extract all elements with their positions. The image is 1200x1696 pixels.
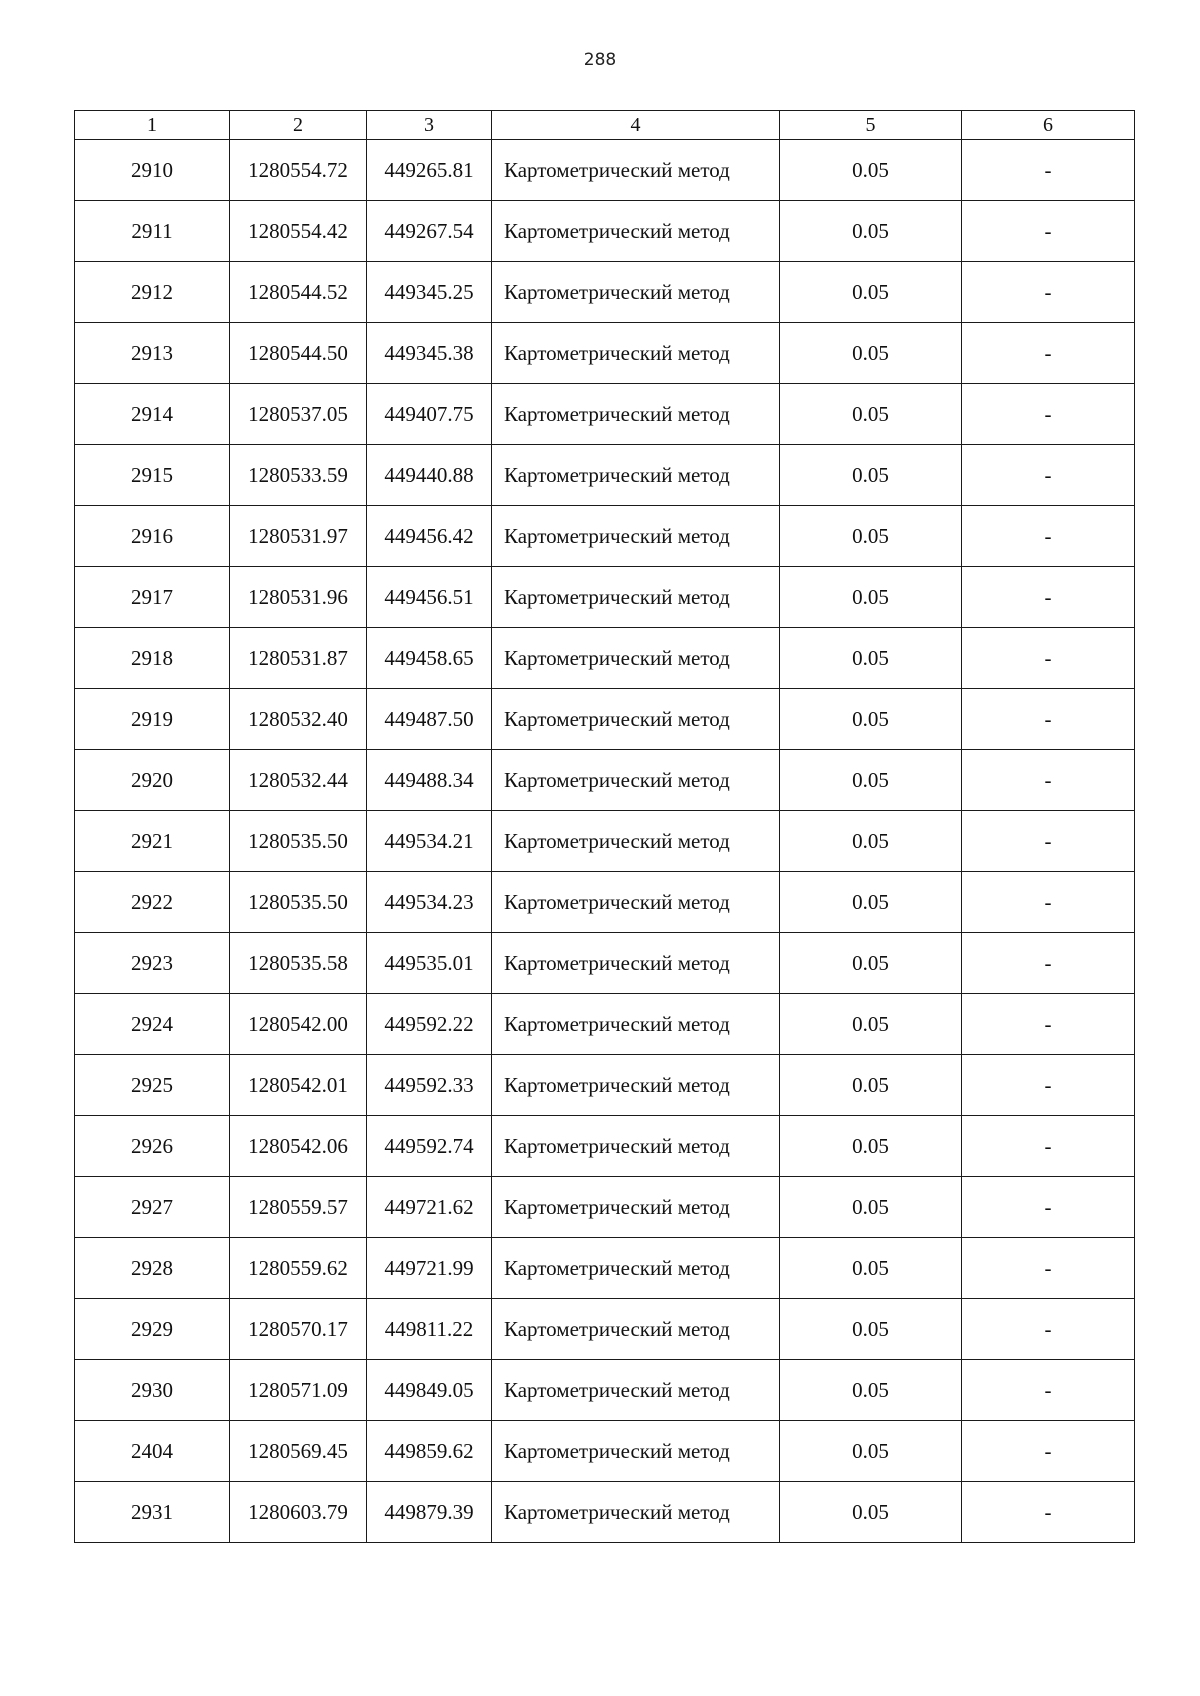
table-row: [75, 1421, 1135, 1482]
point-number-cell: 2925: [75, 1055, 230, 1116]
method-cell: Картометрический метод: [492, 506, 780, 567]
point-number-cell: 2914: [75, 384, 230, 445]
note-cell: -: [962, 628, 1135, 689]
table-row: [75, 262, 1135, 323]
accuracy-cell: 0.05: [780, 1055, 962, 1116]
y-coordinate-cell: 449345.25: [367, 262, 492, 323]
point-number-cell: 2916: [75, 506, 230, 567]
y-coordinate-cell: 449721.62: [367, 1177, 492, 1238]
method-cell: Картометрический метод: [492, 994, 780, 1055]
x-coordinate-cell: 1280571.09: [230, 1360, 367, 1421]
column-header: 6: [962, 111, 1135, 140]
y-coordinate-cell: 449488.34: [367, 750, 492, 811]
table-row: [75, 384, 1135, 445]
method-cell: Картометрический метод: [492, 1482, 780, 1543]
point-number-cell: 2910: [75, 140, 230, 201]
table-row: [75, 445, 1135, 506]
x-coordinate-cell: 1280544.50: [230, 323, 367, 384]
y-coordinate-cell: 449534.23: [367, 872, 492, 933]
note-cell: -: [962, 1360, 1135, 1421]
accuracy-cell: 0.05: [780, 689, 962, 750]
point-number-cell: 2930: [75, 1360, 230, 1421]
point-number-cell: 2920: [75, 750, 230, 811]
point-number-cell: 2924: [75, 994, 230, 1055]
x-coordinate-cell: 1280533.59: [230, 445, 367, 506]
note-cell: -: [962, 140, 1135, 201]
note-cell: -: [962, 1238, 1135, 1299]
y-coordinate-cell: 449592.74: [367, 1116, 492, 1177]
y-coordinate-cell: 449267.54: [367, 201, 492, 262]
x-coordinate-cell: 1280535.50: [230, 872, 367, 933]
accuracy-cell: 0.05: [780, 323, 962, 384]
note-cell: -: [962, 262, 1135, 323]
table-row: [75, 1299, 1135, 1360]
table-row: [75, 1177, 1135, 1238]
accuracy-cell: 0.05: [780, 1360, 962, 1421]
method-cell: Картометрический метод: [492, 567, 780, 628]
y-coordinate-cell: 449456.51: [367, 567, 492, 628]
note-cell: -: [962, 994, 1135, 1055]
accuracy-cell: 0.05: [780, 933, 962, 994]
accuracy-cell: 0.05: [780, 1421, 962, 1482]
point-number-cell: 2922: [75, 872, 230, 933]
y-coordinate-cell: 449592.22: [367, 994, 492, 1055]
accuracy-cell: 0.05: [780, 506, 962, 567]
table-header: [75, 111, 1135, 140]
column-header: 2: [230, 111, 367, 140]
method-cell: Картометрический метод: [492, 872, 780, 933]
x-coordinate-cell: 1280531.87: [230, 628, 367, 689]
table-row: [75, 750, 1135, 811]
point-number-cell: 2404: [75, 1421, 230, 1482]
y-coordinate-cell: 449345.38: [367, 323, 492, 384]
table-row: [75, 1482, 1135, 1543]
note-cell: -: [962, 1055, 1135, 1116]
x-coordinate-cell: 1280542.01: [230, 1055, 367, 1116]
accuracy-cell: 0.05: [780, 994, 962, 1055]
x-coordinate-cell: 1280570.17: [230, 1299, 367, 1360]
method-cell: Картометрический метод: [492, 1238, 780, 1299]
y-coordinate-cell: 449849.05: [367, 1360, 492, 1421]
accuracy-cell: 0.05: [780, 628, 962, 689]
note-cell: -: [962, 1299, 1135, 1360]
note-cell: -: [962, 1482, 1135, 1543]
method-cell: Картометрический метод: [492, 201, 780, 262]
x-coordinate-cell: 1280535.50: [230, 811, 367, 872]
table-row: [75, 689, 1135, 750]
method-cell: Картометрический метод: [492, 384, 780, 445]
accuracy-cell: 0.05: [780, 811, 962, 872]
x-coordinate-cell: 1280554.72: [230, 140, 367, 201]
method-cell: Картометрический метод: [492, 750, 780, 811]
point-number-cell: 2931: [75, 1482, 230, 1543]
column-header: 1: [75, 111, 230, 140]
x-coordinate-cell: 1280542.00: [230, 994, 367, 1055]
note-cell: -: [962, 506, 1135, 567]
coordinates-table: [74, 110, 1135, 1543]
point-number-cell: 2915: [75, 445, 230, 506]
point-number-cell: 2919: [75, 689, 230, 750]
table-row: [75, 628, 1135, 689]
accuracy-cell: 0.05: [780, 1177, 962, 1238]
method-cell: Картометрический метод: [492, 262, 780, 323]
accuracy-cell: 0.05: [780, 201, 962, 262]
point-number-cell: 2927: [75, 1177, 230, 1238]
method-cell: Картометрический метод: [492, 811, 780, 872]
header-row: [75, 111, 1135, 140]
y-coordinate-cell: 449456.42: [367, 506, 492, 567]
x-coordinate-cell: 1280537.05: [230, 384, 367, 445]
note-cell: -: [962, 689, 1135, 750]
note-cell: -: [962, 323, 1135, 384]
note-cell: -: [962, 933, 1135, 994]
x-coordinate-cell: 1280542.06: [230, 1116, 367, 1177]
note-cell: -: [962, 872, 1135, 933]
x-coordinate-cell: 1280544.52: [230, 262, 367, 323]
accuracy-cell: 0.05: [780, 1299, 962, 1360]
note-cell: -: [962, 445, 1135, 506]
table-row: [75, 140, 1135, 201]
column-header: 3: [367, 111, 492, 140]
x-coordinate-cell: 1280531.96: [230, 567, 367, 628]
method-cell: Картометрический метод: [492, 445, 780, 506]
y-coordinate-cell: 449534.21: [367, 811, 492, 872]
point-number-cell: 2929: [75, 1299, 230, 1360]
y-coordinate-cell: 449535.01: [367, 933, 492, 994]
point-number-cell: 2928: [75, 1238, 230, 1299]
y-coordinate-cell: 449440.88: [367, 445, 492, 506]
note-cell: -: [962, 1177, 1135, 1238]
table-row: [75, 872, 1135, 933]
point-number-cell: 2913: [75, 323, 230, 384]
page-number: 288: [583, 50, 617, 70]
point-number-cell: 2911: [75, 201, 230, 262]
accuracy-cell: 0.05: [780, 567, 962, 628]
accuracy-cell: 0.05: [780, 872, 962, 933]
table-row: [75, 1055, 1135, 1116]
method-cell: Картометрический метод: [492, 933, 780, 994]
method-cell: Картометрический метод: [492, 1360, 780, 1421]
accuracy-cell: 0.05: [780, 1116, 962, 1177]
table-row: [75, 1116, 1135, 1177]
note-cell: -: [962, 1116, 1135, 1177]
x-coordinate-cell: 1280569.45: [230, 1421, 367, 1482]
method-cell: Картометрический метод: [492, 1299, 780, 1360]
table-row: [75, 201, 1135, 262]
method-cell: Картометрический метод: [492, 323, 780, 384]
accuracy-cell: 0.05: [780, 1482, 962, 1543]
note-cell: -: [962, 567, 1135, 628]
accuracy-cell: 0.05: [780, 445, 962, 506]
method-cell: Картометрический метод: [492, 1116, 780, 1177]
column-header: 5: [780, 111, 962, 140]
y-coordinate-cell: 449487.50: [367, 689, 492, 750]
accuracy-cell: 0.05: [780, 140, 962, 201]
method-cell: Картометрический метод: [492, 628, 780, 689]
accuracy-cell: 0.05: [780, 262, 962, 323]
table-row: [75, 933, 1135, 994]
table-row: [75, 506, 1135, 567]
column-header: 4: [492, 111, 780, 140]
table-row: [75, 567, 1135, 628]
point-number-cell: 2917: [75, 567, 230, 628]
x-coordinate-cell: 1280532.40: [230, 689, 367, 750]
y-coordinate-cell: 449592.33: [367, 1055, 492, 1116]
method-cell: Картометрический метод: [492, 1055, 780, 1116]
table-row: [75, 994, 1135, 1055]
x-coordinate-cell: 1280535.58: [230, 933, 367, 994]
note-cell: -: [962, 750, 1135, 811]
x-coordinate-cell: 1280554.42: [230, 201, 367, 262]
x-coordinate-cell: 1280531.97: [230, 506, 367, 567]
note-cell: -: [962, 811, 1135, 872]
x-coordinate-cell: 1280559.57: [230, 1177, 367, 1238]
table-body: [75, 140, 1135, 1543]
note-cell: -: [962, 201, 1135, 262]
accuracy-cell: 0.05: [780, 750, 962, 811]
y-coordinate-cell: 449265.81: [367, 140, 492, 201]
accuracy-cell: 0.05: [780, 384, 962, 445]
y-coordinate-cell: 449879.39: [367, 1482, 492, 1543]
y-coordinate-cell: 449458.65: [367, 628, 492, 689]
note-cell: -: [962, 384, 1135, 445]
y-coordinate-cell: 449721.99: [367, 1238, 492, 1299]
point-number-cell: 2918: [75, 628, 230, 689]
y-coordinate-cell: 449859.62: [367, 1421, 492, 1482]
accuracy-cell: 0.05: [780, 1238, 962, 1299]
point-number-cell: 2921: [75, 811, 230, 872]
method-cell: Картометрический метод: [492, 1421, 780, 1482]
x-coordinate-cell: 1280603.79: [230, 1482, 367, 1543]
y-coordinate-cell: 449811.22: [367, 1299, 492, 1360]
x-coordinate-cell: 1280559.62: [230, 1238, 367, 1299]
method-cell: Картометрический метод: [492, 689, 780, 750]
table-row: [75, 1238, 1135, 1299]
table-row: [75, 811, 1135, 872]
point-number-cell: 2912: [75, 262, 230, 323]
point-number-cell: 2923: [75, 933, 230, 994]
table-row: [75, 1360, 1135, 1421]
note-cell: -: [962, 1421, 1135, 1482]
method-cell: Картометрический метод: [492, 1177, 780, 1238]
table-row: [75, 323, 1135, 384]
point-number-cell: 2926: [75, 1116, 230, 1177]
method-cell: Картометрический метод: [492, 140, 780, 201]
x-coordinate-cell: 1280532.44: [230, 750, 367, 811]
y-coordinate-cell: 449407.75: [367, 384, 492, 445]
